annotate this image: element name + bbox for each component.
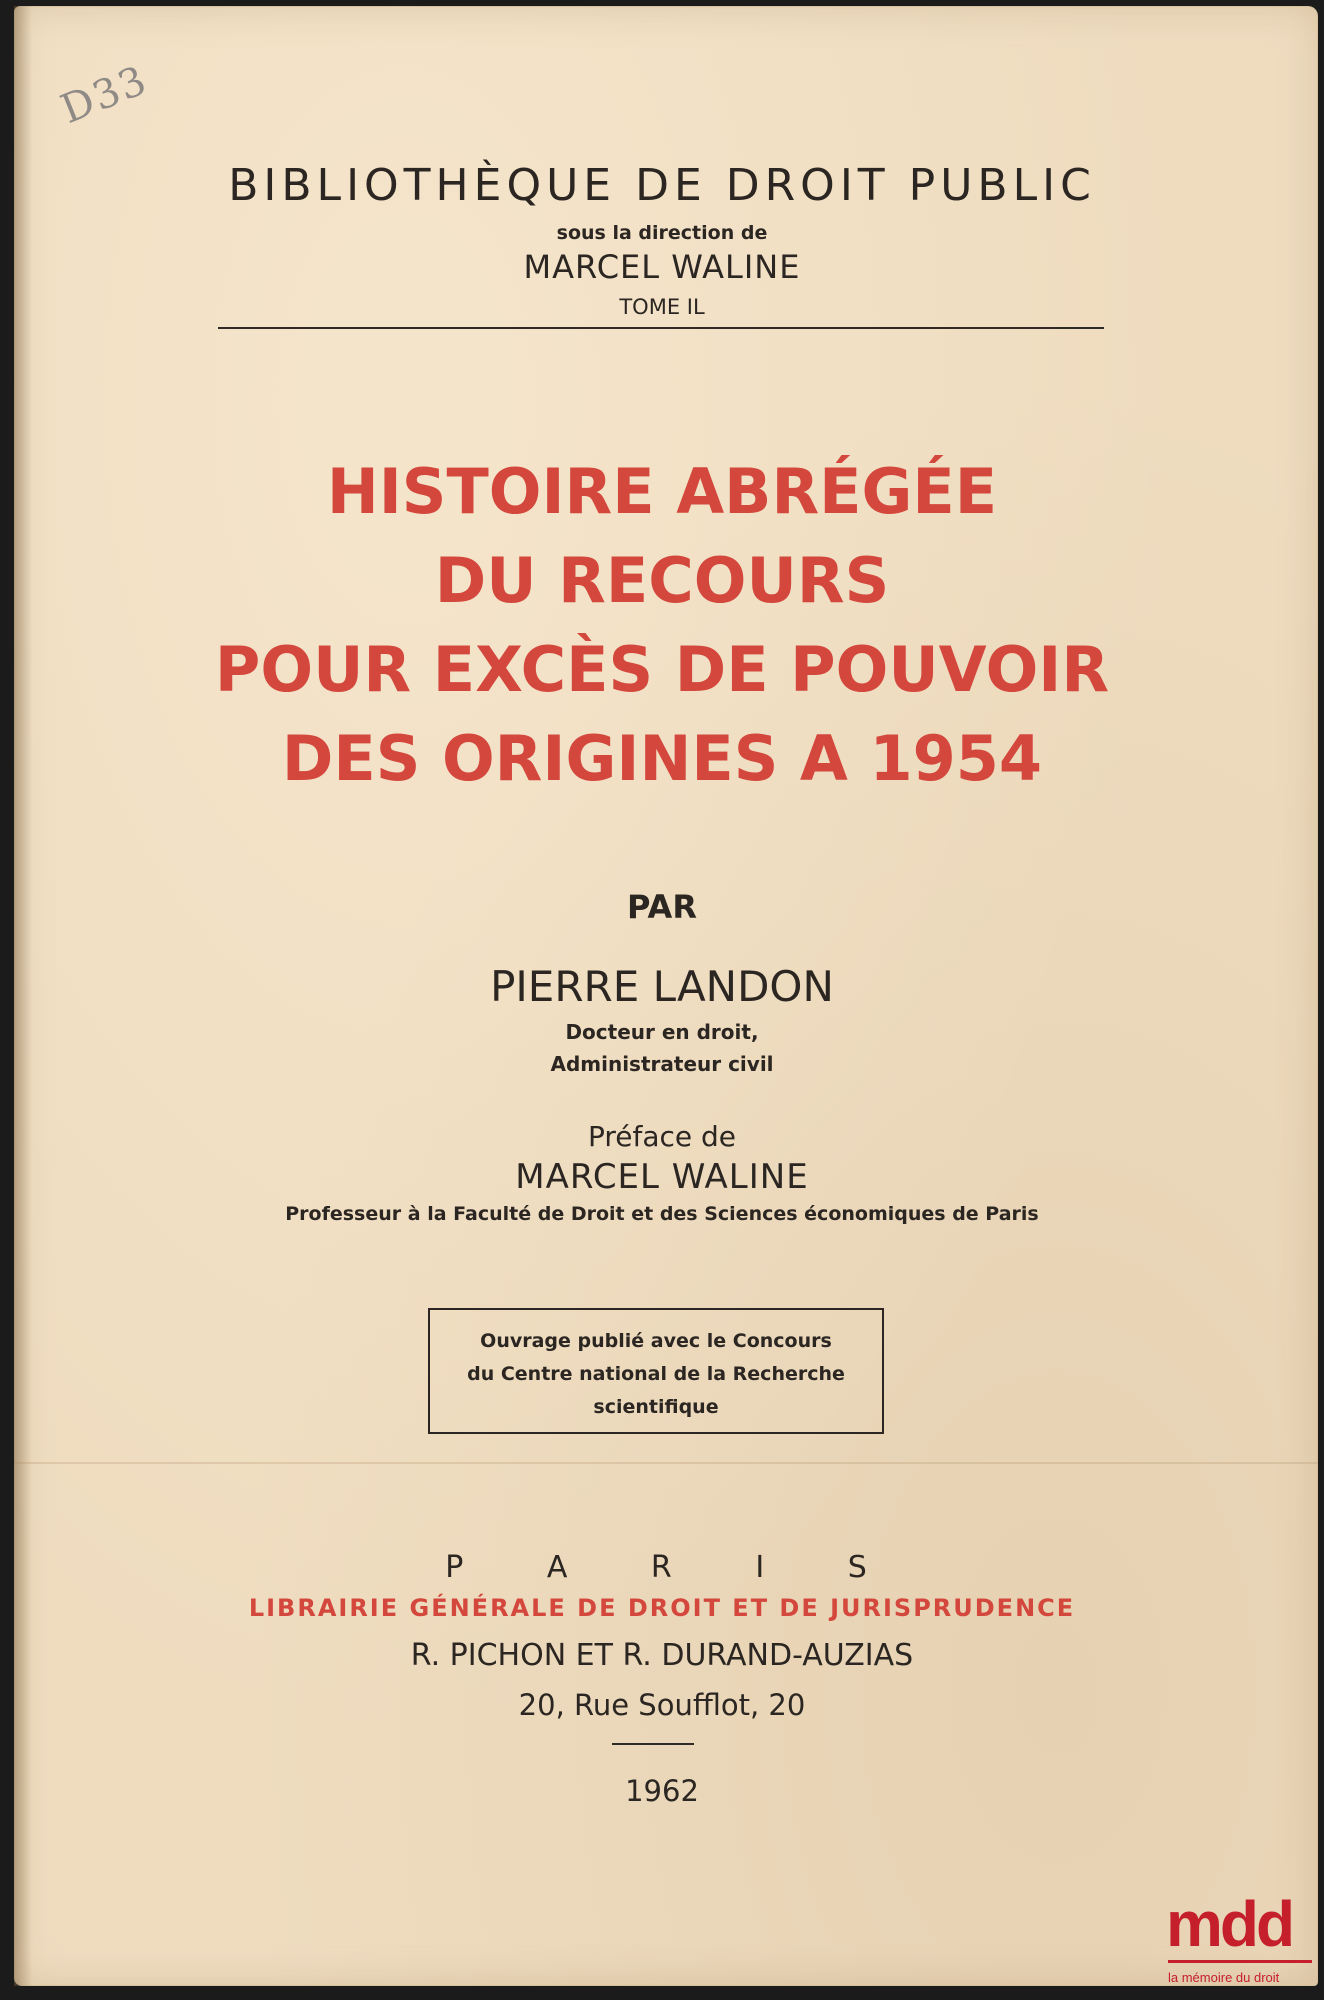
mdd-logo-bar (1168, 1960, 1312, 1963)
publisher-name: LIBRAIRIE GÉNÉRALE DE DROIT ET DE JURISPRUDENCE (248, 1594, 1076, 1622)
mdd-logo-mark: mdd (1166, 1888, 1293, 1960)
series-director: MARCEL WALINE (523, 248, 801, 286)
author-by: PAR (627, 888, 697, 926)
header-rule (218, 327, 1104, 329)
author-title-1: Docteur en droit, (565, 1020, 759, 1044)
title-line-4: DES ORIGINES A 1954 (281, 722, 1043, 795)
author-title-2: Administrateur civil (550, 1052, 774, 1076)
year-rule (612, 1743, 694, 1745)
cnrs-notice-box (428, 1308, 884, 1434)
series-title: BIBLIOTHÈQUE DE DROIT PUBLIC (228, 160, 1096, 211)
preface-affiliation: Professeur à la Faculté de Droit et des Sciences économiques de Paris (285, 1203, 1039, 1225)
series-direction-label: sous la direction de (556, 222, 768, 244)
title-line-3: POUR EXCÈS DE POUVOIR (214, 633, 1110, 706)
series-volume: TOME IL (619, 295, 705, 319)
notice-line-2: du Centre national de la Recherche (467, 1363, 845, 1385)
author-name: PIERRE LANDON (490, 962, 834, 1011)
notice-line-1: Ouvrage publié avec le Concours (480, 1330, 832, 1352)
title-line-2: DU RECOURS (434, 544, 890, 617)
handwritten-shelf-mark: D33 (54, 57, 155, 133)
publisher-city: P A R I S (445, 1550, 879, 1585)
preface-name: MARCEL WALINE (515, 1157, 809, 1197)
publication-year: 1962 (625, 1774, 699, 1808)
publisher-owners: R. PICHON ET R. DURAND-AUZIAS (410, 1638, 914, 1673)
title-line-1: HISTOIRE ABRÉGÉE (326, 455, 998, 528)
notice-line-3: scientifique (593, 1396, 719, 1418)
cover-fold (14, 1462, 1318, 1464)
mdd-logo (1166, 1888, 1316, 2000)
publisher-address: 20, Rue Soufflot, 20 (518, 1688, 806, 1722)
preface-label: Préface de (587, 1120, 737, 1153)
mdd-logo-tagline: la mémoire du droit (1168, 1970, 1280, 1985)
